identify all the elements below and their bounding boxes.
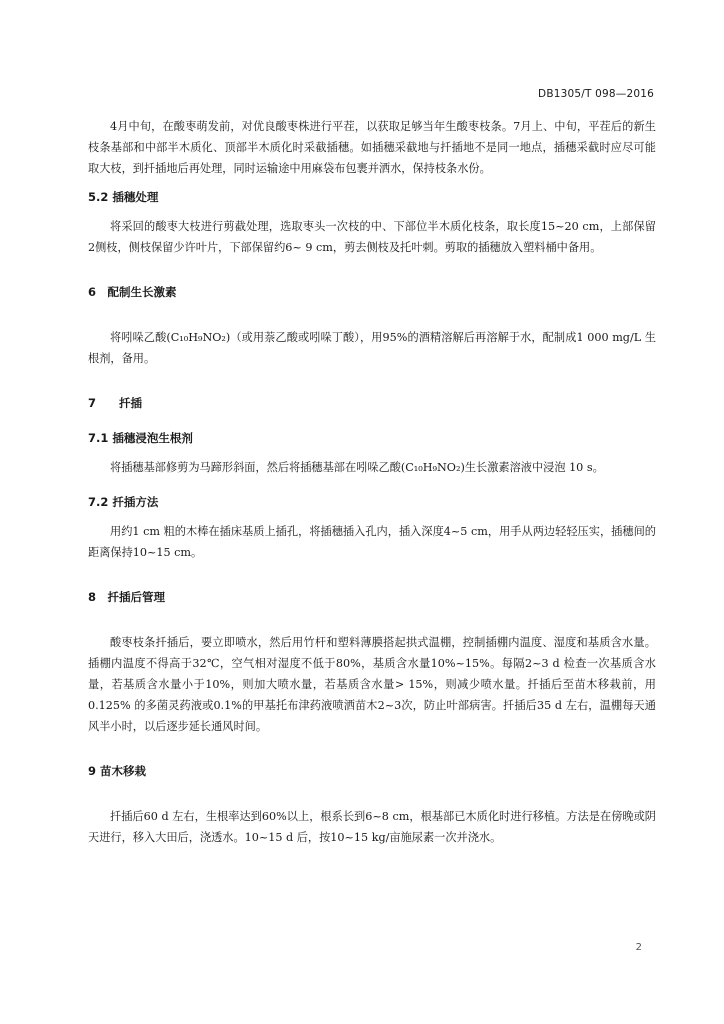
document-code: DB1305/T 098—2016 bbox=[538, 88, 654, 100]
paragraph-7-2: 用约1 cm 粗的木棒在插床基质上插孔，将插穗插入孔内，插入深度4~5 cm，用手从两边轻轻压实，插穗间的距离保持10~15 cm。 bbox=[88, 525, 656, 559]
heading-7-1: 7.1 插穗浸泡生根剂 bbox=[88, 431, 193, 445]
paragraph-8: 酸枣枝条扦插后，要立即喷水，然后用竹杆和塑料薄膜搭起拱式温棚，控制插棚内温度、湿度和基质含水量。插棚内温度不得高于32℃，空气相对湿度不低于80%，基质含水量10%~15%。每隔2~3 d 检查一次基质含水量，若基质含水量小于10%，则加大喷水量，若基质含水量> 15%，则减少喷水量。扦插后至苗木移栽前，用0.125% 的多菌灵药液或0.1%的甲基托布津药液喷洒苗木2~3次，防止叶部病害。扦插后35 d 左右，温棚每天通风半小时，以后逐步延长通风时间。 bbox=[88, 636, 656, 733]
paragraph-6: 将吲哚乙酸(C₁₀H₉NO₂)（或用萘乙酸或吲哚丁酸），用95%的酒精溶解后再溶解于水，配制成1 000 mg/L 生根剂，备用。 bbox=[88, 331, 656, 365]
paragraph-intro: 4月中旬，在酸枣萌发前，对优良酸枣株进行平茬，以获取足够当年生酸枣枝条。7月上、中旬，平茬后的新生枝条基部和中部半木质化、顶部半木质化时采截插穗。如插穗采截地与扦插地不是同一地点，插穗采截时应尽可能取大枝，到扦插地后再处理，同时运输途中用麻袋布包裹并洒水，保持枝条水份。 bbox=[88, 120, 656, 175]
page-number: 2 bbox=[635, 942, 642, 953]
document-body bbox=[88, 116, 656, 848]
heading-8: 8 扦插后管理 bbox=[88, 590, 166, 604]
heading-5-2: 5.2 插穗处理 bbox=[88, 190, 159, 204]
paragraph-9: 扦插后60 d 左右，生根率达到60%以上，根系长到6~8 cm，根基部已木质化时进行移植。方法是在傍晚或阴天进行，移入大田后，浇透水。10~15 d 后，按10~15 kg/亩施尿素一次并浇水。 bbox=[88, 810, 656, 844]
heading-7: 7 扦插 bbox=[88, 396, 143, 410]
heading-7-2: 7.2 扦插方法 bbox=[88, 495, 159, 509]
paragraph-5-2: 将采回的酸枣大枝进行剪截处理，选取枣头一次枝的中、下部位半木质化枝条，取长度15~20 cm，上部保留2侧枝，侧枝保留少许叶片，下部保留约6~ 9 cm，剪去侧枝及托叶刺。剪取的插穗放入塑料桶中备用。 bbox=[88, 220, 656, 254]
heading-6: 6 配制生长激素 bbox=[88, 285, 177, 299]
paragraph-7-1: 将插穗基部修剪为马蹄形斜面，然后将插穗基部在吲哚乙酸(C₁₀H₉NO₂)生长激素溶液中浸泡 10 s。 bbox=[110, 461, 604, 474]
heading-9: 9 苗木移栽 bbox=[88, 764, 147, 778]
